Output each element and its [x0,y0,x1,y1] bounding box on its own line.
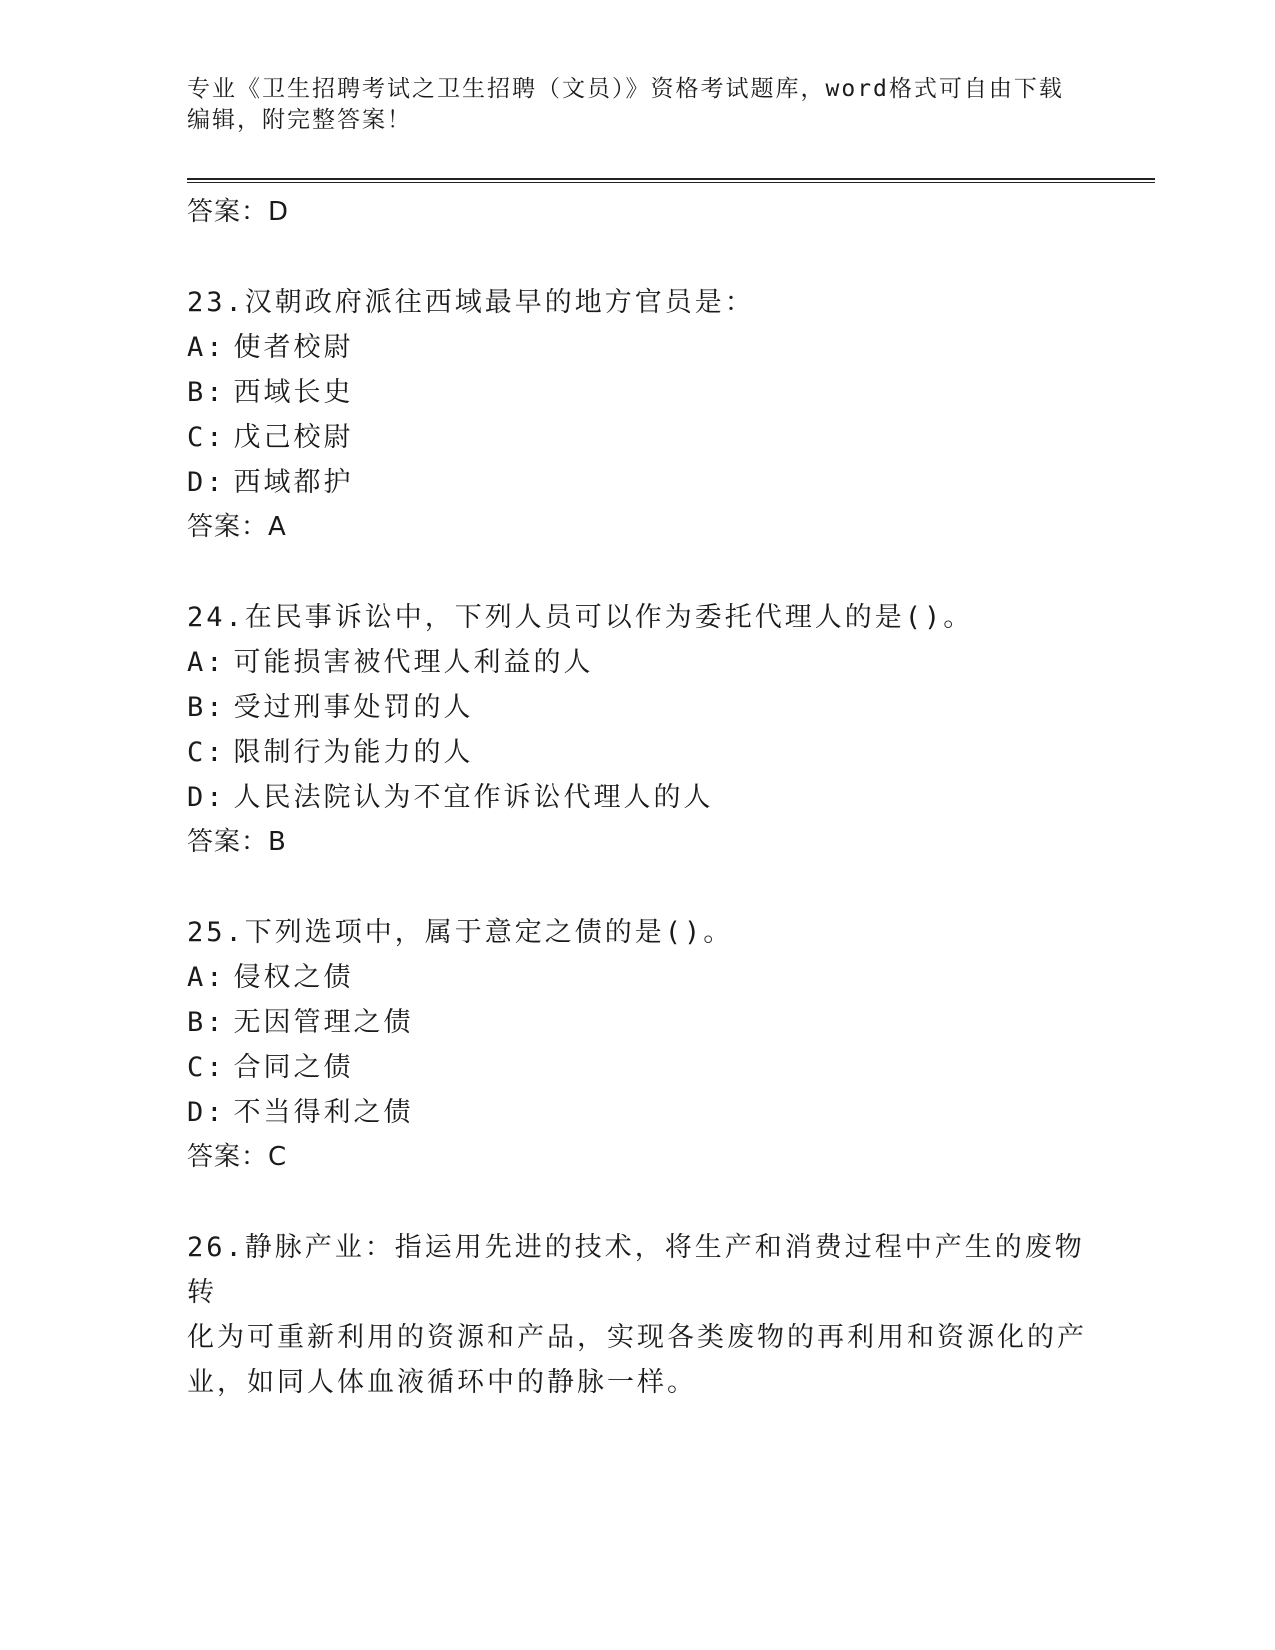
option-key: C: [187,422,226,453]
question-block [187,280,1087,550]
option-key: B: [187,1007,226,1038]
option-text: 人民法院认为不宜作诉讼代理人的人 [233,782,714,813]
question-block [187,595,1087,865]
question-text: 23.汉朝政府派往西域最早的地方官员是： [187,287,755,318]
option-text: 西域都护 [233,467,354,498]
option-d [187,775,1087,820]
option-key: A: [187,962,226,993]
option-b [187,370,1087,415]
option-text: 可能损害被代理人利益的人 [233,647,594,678]
spacer [187,550,1087,595]
option-text: 西域长史 [233,377,354,408]
option-text: 侵权之债 [233,962,354,993]
option-text: 不当得利之债 [233,1097,414,1128]
option-text: 合同之债 [233,1052,354,1083]
option-d [187,460,1087,505]
option-text: 无因管理之债 [233,1007,414,1038]
answer-label: 答案： [187,827,269,857]
option-a [187,325,1087,370]
header-line-2: 编辑，附完整答案！ [187,107,412,133]
spacer [187,865,1087,910]
answer-line [187,190,1087,235]
answer-line [187,820,1087,865]
question-list [187,190,1087,1405]
option-c [187,415,1087,460]
option-key: C: [187,1052,226,1083]
option-d [187,1090,1087,1135]
header-divider [187,178,1155,183]
question-text-line-3: 业，如同人体血液循环中的静脉一样。 [187,1367,697,1398]
option-key: D: [187,1097,226,1128]
page-header [187,74,1067,136]
option-text: 限制行为能力的人 [233,737,474,768]
answer-line [187,505,1087,550]
question-text: 25.下列选项中，属于意定之债的是()。 [187,917,734,948]
answer-label: 答案： [187,512,269,542]
option-text: 戊己校尉 [233,422,354,453]
question-text-line-1: 26.静脉产业：指运用先进的技术，将生产和消费过程中产生的废物转 [187,1232,1085,1308]
option-c [187,1045,1087,1090]
answer-label: 答案： [187,1142,269,1172]
option-c [187,730,1087,775]
option-text: 使者校尉 [233,332,354,363]
answer-value: B [268,827,287,857]
question-block [187,910,1087,1180]
answer-value: C [268,1142,288,1172]
option-b [187,1000,1087,1045]
option-a [187,640,1087,685]
answer-value: D [268,197,290,227]
question-block [187,1225,1087,1405]
option-key: D: [187,467,226,498]
option-text: 受过刑事处罚的人 [233,692,474,723]
answer-value: A [268,512,287,542]
spacer [187,235,1087,280]
option-key: B: [187,377,226,408]
option-b [187,685,1087,730]
header-line-1: 专业《卫生招聘考试之卫生招聘（文员）》资格考试题库，word格式可自由下载 [187,76,1064,102]
option-a [187,955,1087,1000]
question-text-line-2: 化为可重新利用的资源和产品，实现各类废物的再利用和资源化的产 [187,1322,1087,1353]
spacer [187,1180,1087,1225]
question-text: 24.在民事诉讼中，下列人员可以作为委托代理人的是()。 [187,602,974,633]
answer-line [187,1135,1087,1180]
option-key: A: [187,332,226,363]
option-key: A: [187,647,226,678]
option-key: D: [187,782,226,813]
answer-label: 答案： [187,197,269,227]
option-key: C: [187,737,226,768]
option-key: B: [187,692,226,723]
